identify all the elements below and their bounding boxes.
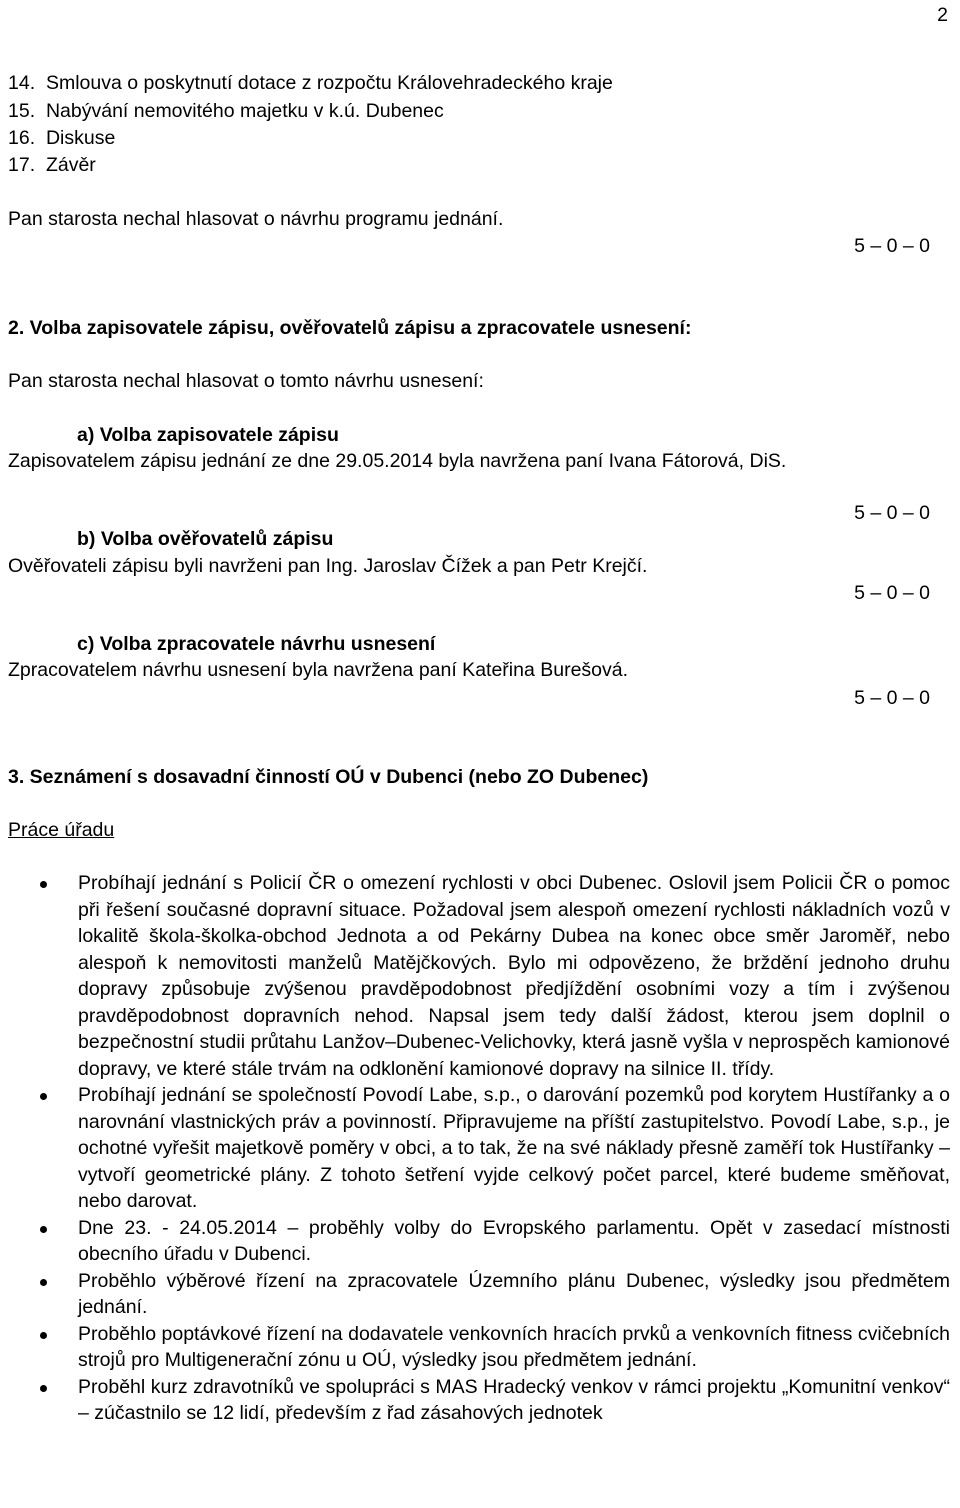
subsection-b-text: Ověřovateli zápisu byli navrženi pan Ing. Jaroslav Čížek a pan Petr Krejčí. (8, 555, 648, 577)
section2-heading: 2. Volba zapisovatele zápisu, ověřovatelů zápisu a zpracovatele usnesení: (8, 317, 692, 339)
subsection-b-title: b) Volba ověřovatelů zápisu (77, 528, 334, 550)
agenda-item-text: Nabývání nemovitého majetku v k.ú. Dubenec (45, 100, 444, 122)
subsection-a-text: Zapisovatelem zápisu jednání ze dne 29.05.2014 byla navržena paní Ivana Fátorová, DiS. (8, 450, 787, 472)
agenda-item-text: Smlouva o poskytnutí dotace z rozpočtu Královehradeckého kraje (45, 72, 613, 94)
list-item-text: Probíhají jednání se společností Povodí Labe, s.p., o darování pozemků pod korytem Hustířanky a o narovnání vlastnických práv a povinností. Připravujeme na příští zastupitelstvo. Povodí Labe, s.p., je ochotné vyřešit majetkově poměry v obci, a to tak, že na své náklady přesně zaměří tok Hustířanky – vytvoří geometrické plány. Z tohoto šetření vyjde celkový počet parcel, které budeme směňovat, nebo darovat. (78, 1084, 950, 1212)
agenda-item-number: 16. (8, 127, 36, 149)
list-item (0, 870, 950, 1082)
agenda-item-text: Diskuse (45, 127, 116, 149)
subsection-a-title: a) Volba zapisovatele zápisu (77, 424, 339, 446)
agenda-item-text: Závěr (45, 154, 96, 176)
list-item-text: Probíhají jednání s Policií ČR o omezení rychlosti v obci Dubenec. Oslovil jsem Policii ČR o pomoc při řešení současné dopravní situace. Požadoval jsem alespoň omezení rychlosti nákladních vozů v lokalitě škola-školka-obchod Jednota a od Pekárny Dubea na konec obce směr Jaroměř, nebo alespoň k nemovitosti manželů Matějčkových. Bylo mi odpovězeno, že brždění jednoho druhu dopravy způsobuje zvýšenou pravděpodobnost předjíždění osobními vozy a tím i zvýšenou pravděpodobnost dopravních nehod. Napsal jsem tedy další žádost, kterou jsem doplnil o bezpečnostní studii průtahu Lanžov–Dubenec-Velichovky, která jasně vyšla v neprospěch kamionové dopravy, ve které stále trvám na odklonění kamionové dopravy na silnice II. třídy. (78, 872, 950, 1080)
list-item (0, 1082, 950, 1215)
page-number: 2 (937, 4, 948, 26)
agenda-item-number: 15. (8, 100, 36, 122)
list-item (0, 1374, 950, 1427)
activity-list (0, 870, 950, 1427)
agenda-item-number: 14. (8, 72, 36, 94)
agenda-item (8, 152, 96, 179)
list-item-text: Proběhl kurz zdravotníků ve spolupráci s MAS Hradecký venkov v rámci projektu „Komunitní venkov“ – zúčastnilo se 12 lidí, především z řad zásahových jednotek (78, 1375, 950, 1424)
bullet-icon (40, 881, 47, 888)
agenda-item (8, 98, 444, 125)
subsection-c-vote: 5 – 0 – 0 (854, 687, 930, 709)
section2-intro: Pan starosta nechal hlasovat o tomto návrhu usnesení: (8, 370, 484, 392)
list-item (0, 1215, 950, 1268)
list-item-text: Proběhlo výběrové řízení na zpracovatele Územního plánu Dubenec, výsledky jsou předmětem jednání. (78, 1269, 950, 1318)
section3-subheading: Práce úřadu (8, 819, 115, 841)
bullet-icon (40, 1226, 47, 1233)
list-item-text: Dne 23. - 24.05.2014 – proběhly volby do Evropského parlamentu. Opět v zasedací místnosti obecního úřadu v Dubenci. (78, 1216, 950, 1265)
subsection-c-title: c) Volba zpracovatele návrhu usnesení (77, 633, 436, 655)
program-vote-result: 5 – 0 – 0 (854, 235, 930, 257)
list-item (0, 1268, 950, 1321)
agenda-item (8, 125, 115, 152)
list-item-text: Proběhlo poptávkové řízení na dodavatele venkovních hracích prvků a venkovních fitness cvičebních strojů pro Multigenerační zónu u OÚ, výsledky jsou předmětem jednání. (78, 1322, 950, 1371)
subsection-b-vote: 5 – 0 – 0 (854, 582, 930, 604)
bullet-icon (40, 1093, 47, 1100)
bullet-icon (40, 1332, 47, 1339)
program-vote-text: Pan starosta nechal hlasovat o návrhu programu jednání. (8, 208, 504, 230)
subsection-c-text: Zpracovatelem návrhu usnesení byla navržena paní Kateřina Burešová. (8, 659, 629, 681)
section3-heading: 3. Seznámení s dosavadní činností OÚ v Dubenci (nebo ZO Dubenec) (8, 766, 649, 788)
subsection-a-vote: 5 – 0 – 0 (854, 502, 930, 524)
agenda-item-number: 17. (8, 154, 36, 176)
bullet-icon (40, 1279, 47, 1286)
list-item (0, 1321, 950, 1374)
agenda-item (8, 70, 613, 97)
bullet-icon (40, 1385, 47, 1392)
